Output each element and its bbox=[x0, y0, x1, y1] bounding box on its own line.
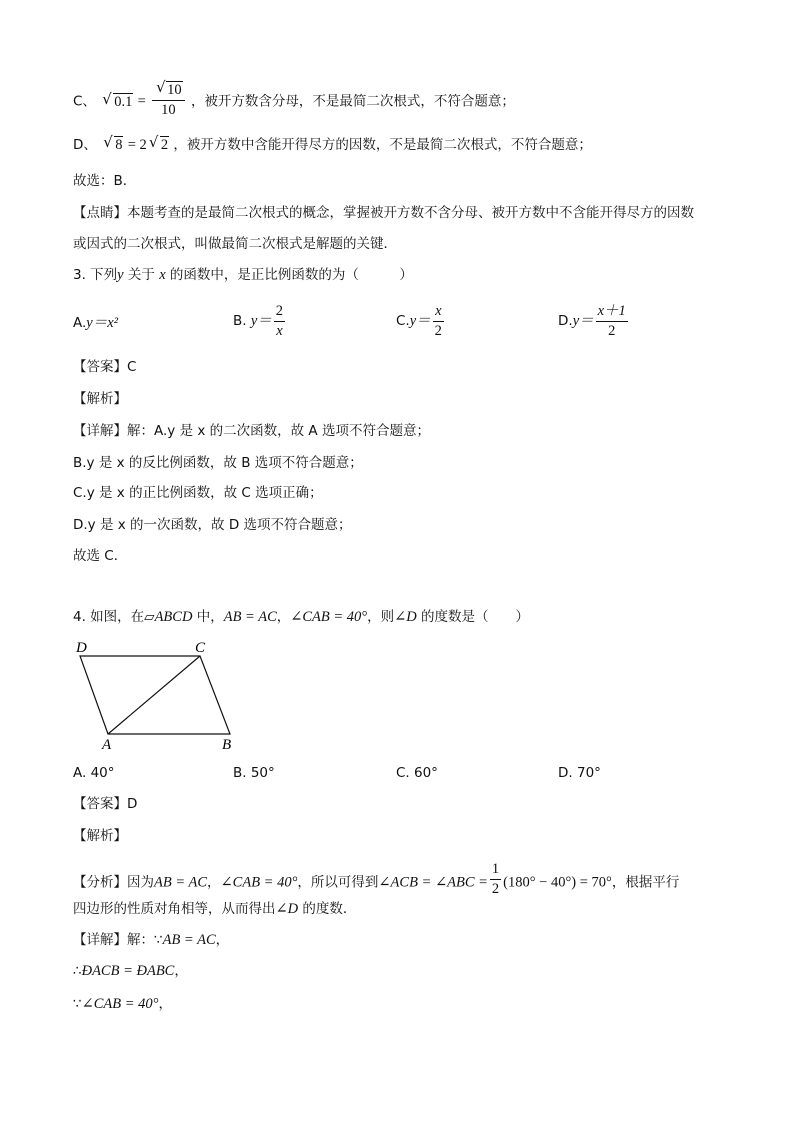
fraction-x-over-2: $\frac{x}{2}$ bbox=[434, 303, 442, 339]
q4-option-a[interactable]: A. 40° bbox=[73, 765, 115, 781]
choose-b: 故选：B． bbox=[73, 173, 137, 189]
q3-detail-1: 【详解】解：A.y 是 x 的二次函数，故 A 选项不符合题意； bbox=[73, 423, 430, 439]
q4-jiexi: 【解析】 bbox=[73, 828, 127, 844]
fraction-sqrt10-over-10: √ 10 10 bbox=[152, 83, 185, 117]
label-vertex-d: D bbox=[76, 640, 87, 656]
diagonal-ac bbox=[108, 656, 200, 734]
q3-option-c[interactable]: C.y＝ $\frac{x}{2}$ bbox=[396, 303, 442, 339]
q4-detail-2: ∴ÐACB = ÐABC， bbox=[73, 963, 188, 979]
q3-option-d[interactable]: D.y＝ $\frac{x+1}{2}$ bbox=[558, 303, 626, 339]
line-c-explanation: C、 √ 0.1 = √ 10 10 ，被开方数含分母，不是最简二次根式，不符合题意； bbox=[73, 78, 515, 118]
q3-stem: 3. 下列y 关于 x 的函数中，是正比例函数的为（ ） bbox=[73, 267, 413, 283]
sqrt-0-1: √ 0.1 bbox=[102, 89, 133, 110]
label-vertex-c: C bbox=[195, 640, 206, 656]
q3-option-a[interactable]: A.y＝x² bbox=[73, 315, 119, 331]
fraction-x-plus-1-over-2: $\frac{x+1}{2}$ bbox=[597, 303, 626, 339]
q3-choose: 故选 C． bbox=[73, 548, 128, 564]
q4-fenxi-line1: 【分析】因为AB = AC，∠CAB = 40°，所以可得到∠ACB = ∠ABC = $\frac{1}{2}$ (180° − 40°) = 70°，根据平行 bbox=[73, 861, 680, 897]
dianjing-line2: 或因式的二次根式，叫做最简二次根式是解题的关键． bbox=[73, 236, 397, 252]
q4-options bbox=[73, 764, 723, 784]
parallelogram-figure bbox=[70, 636, 245, 756]
q4-fenxi-line2: 四边形的性质对角相等，从而得出∠D 的度数． bbox=[73, 901, 357, 917]
q3-detail-3: C.y 是 x 的正比例函数，故 C 选项正确； bbox=[73, 485, 323, 501]
q3-option-b[interactable]: B. y＝ $\frac{2}{x}$ bbox=[233, 303, 284, 339]
sqrt-2: √ 2 bbox=[148, 133, 169, 153]
q4-detail-3: ∵∠CAB = 40°， bbox=[73, 996, 172, 1012]
q4-option-d[interactable]: D. 70° bbox=[558, 765, 601, 781]
q3-detail-4: D.y 是 x 的一次函数，故 D 选项不符合题意； bbox=[73, 517, 352, 533]
dianjing-line1: 【点睛】本题考查的是最简二次根式的概念，掌握被开方数不含分母、被开方数中不含能开得尽方的因数 bbox=[73, 205, 694, 221]
label-vertex-a: A bbox=[102, 737, 112, 753]
parallelogram-abcd bbox=[80, 656, 230, 734]
q3-jiexi: 【解析】 bbox=[73, 391, 127, 407]
q3-options bbox=[73, 304, 723, 344]
q3-detail-2: B.y 是 x 的反比例函数，故 B 选项不符合题意； bbox=[73, 455, 363, 471]
q4-answer: 【答案】D bbox=[73, 796, 138, 812]
line-d-explanation: D、 √ 8 = 2 √ 2 ，被开方数中含能开得尽方的因数，不是最简二次根式，不符合题意； bbox=[73, 133, 592, 153]
q3-answer: 【答案】C bbox=[73, 359, 137, 375]
q4-option-b[interactable]: B. 50° bbox=[233, 765, 275, 781]
label-vertex-b: B bbox=[222, 737, 232, 753]
q4-detail-1: 【详解】解：∵AB = AC， bbox=[73, 932, 230, 948]
q4-option-c[interactable]: C. 60° bbox=[396, 765, 438, 781]
fraction-2-over-x: $\frac{2}{x}$ bbox=[275, 303, 284, 339]
q4-stem: 4. 如图，在▱ABCD 中，AB = AC，∠CAB = 40°，则∠D 的度数是（ ） bbox=[73, 609, 530, 625]
sqrt-8: √ 8 bbox=[103, 133, 123, 153]
fraction-one-half: $\frac{1}{2}$ bbox=[491, 861, 500, 897]
